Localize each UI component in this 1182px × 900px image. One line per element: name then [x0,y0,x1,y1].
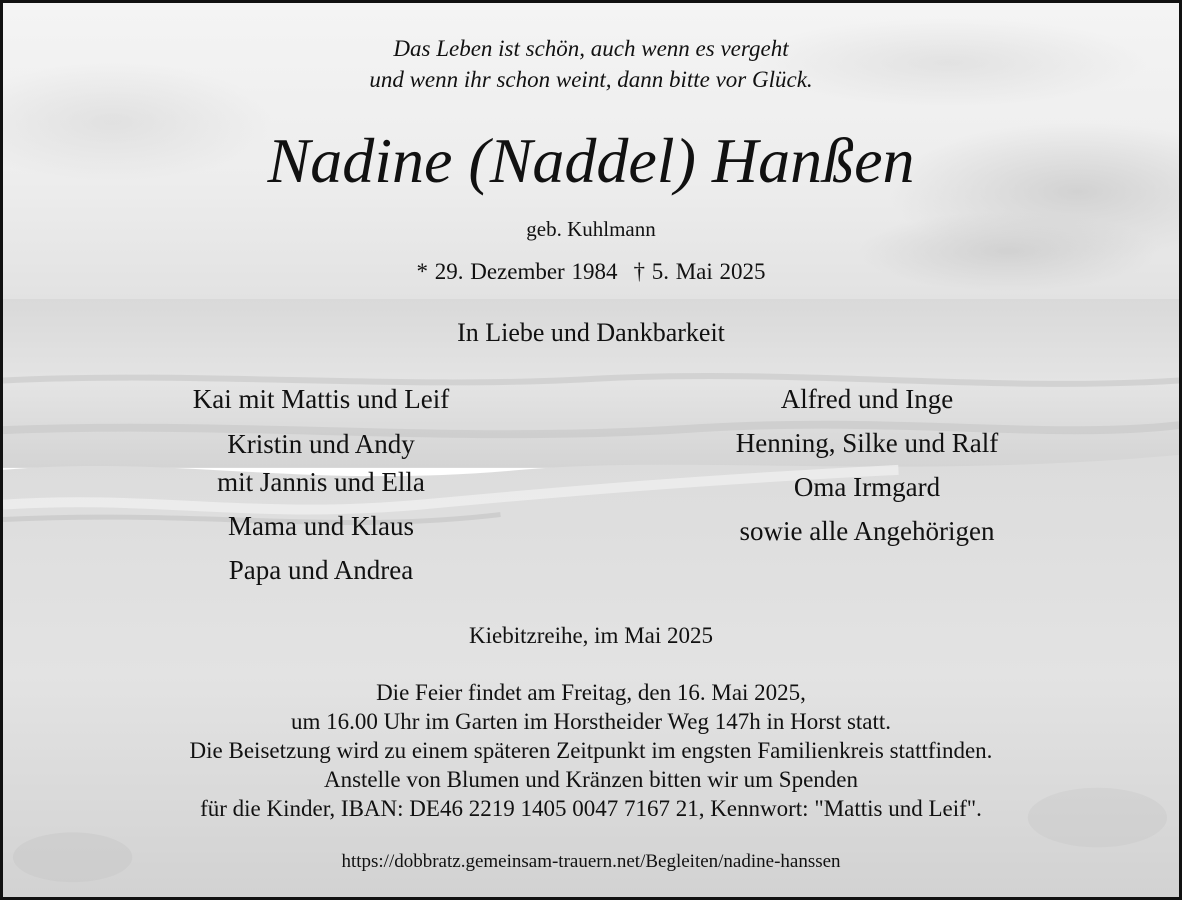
info-line: Anstelle von Blumen und Kränzen bitten wir um Spenden [323,767,858,792]
memorial-url-link[interactable]: https://dobbratz.gemeinsam-trauern.net/Begleiten/nadine-hanssen [341,851,841,872]
mourner-line: Kristin und Andy [227,429,415,459]
info-line: Die Feier findet am Freitag, den 16. Mai 2025, [376,680,806,705]
birth-name: geb. Kuhlmann [526,217,656,241]
mourner-entry: sowie alle Angehörigen [739,516,995,546]
motto-line: und wenn ihr schon weint, dann bitte vor Glück. [369,67,813,92]
deceased-name: Nadine (Naddel) Hanßen [267,125,915,196]
mourner-line: Mama und Klaus [228,511,414,541]
mourner-entry [123,381,519,418]
info-line: für die Kinder, IBAN: DE46 2219 1405 0047 7167 21, Kennwort: "Mattis und Leif". [200,796,982,821]
life-dates [3,257,1179,287]
mourner-entry: Henning, Silke und Ralf [735,428,999,458]
mourner-entry [123,552,519,589]
mourner-line: mit Jannis und Ella [217,467,425,497]
death-date: † 5. Mai 2025 [633,259,766,284]
mourner-line: Papa und Andrea [228,555,414,585]
info-line: um 16.00 Uhr im Garten im Horstheider Weg 147h in Horst statt. [290,709,892,734]
ceremony-info [3,678,1179,823]
mourners-right-column [669,381,1065,557]
place-and-date: Kiebitzreihe, im Mai 2025 [469,623,713,648]
motto [3,33,1179,95]
mourner-entry: Alfred und Inge [780,384,954,414]
mourners-left-column [123,381,519,596]
mourner-entry: Oma Irmgard [793,472,941,502]
mourner-entry [123,508,519,545]
mourner-line: Kai mit Mattis und Leif [192,384,450,414]
closing-phrase: In Liebe und Dankbarkeit [457,318,725,347]
birth-date: * 29. Dezember 1984 [416,259,618,284]
mourner-entry [123,425,519,501]
motto-line: Das Leben ist schön, auch wenn es vergeht [393,36,789,61]
info-line: Die Beisetzung wird zu einem späteren Zeitpunkt im engsten Familienkreis stattfinden. [189,738,993,763]
